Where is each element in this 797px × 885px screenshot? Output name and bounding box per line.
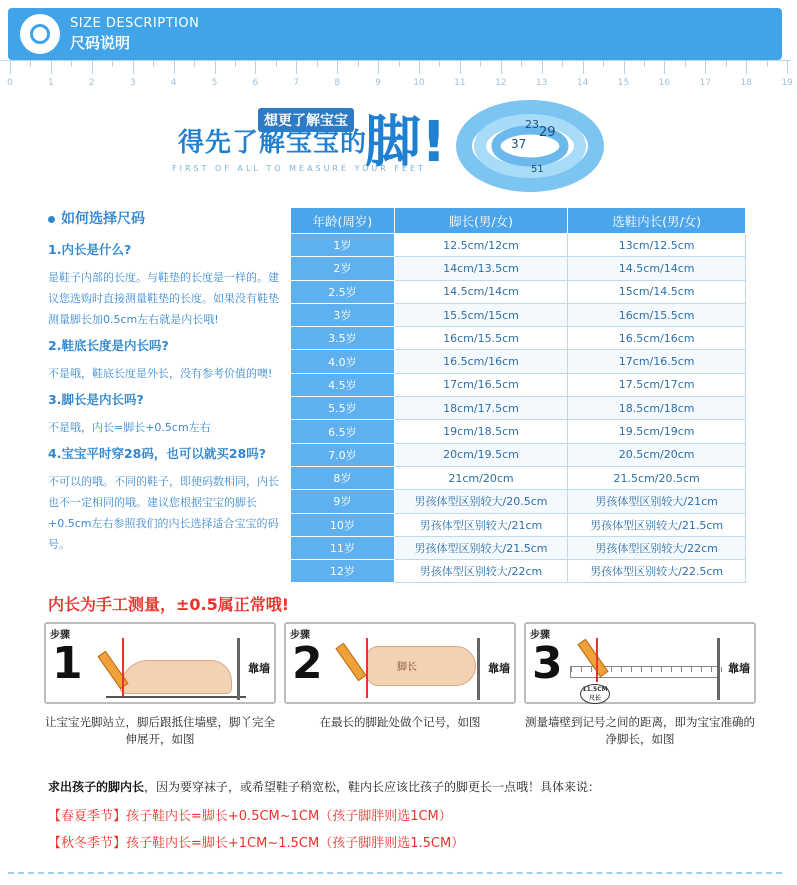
ruler-tick — [721, 667, 722, 672]
ruler-minor-tick — [521, 60, 522, 67]
inner-length-cell: 男孩体型区别较大/22cm — [568, 536, 746, 559]
age-cell: 4.0岁 — [291, 350, 395, 373]
foot-length-cell: 19cm/18.5cm — [394, 420, 568, 443]
age-cell: 6.5岁 — [291, 420, 395, 443]
mark-line — [366, 638, 368, 698]
step-label: 步骤 — [290, 630, 310, 641]
ruler-tick — [631, 667, 632, 672]
inner-length-cell: 16cm/15.5cm — [568, 303, 746, 326]
ruler-tick — [296, 60, 297, 74]
faq-answer: 不是哦，内长=脚长+0.5cm左右 — [48, 421, 211, 434]
ruler-tick-label: 12 — [495, 78, 507, 88]
faq-question: 2.鞋底长度是内长吗? — [48, 338, 169, 353]
banner-foot-char: 脚! — [365, 110, 447, 175]
ruler-minor-tick — [685, 60, 686, 67]
ruler-tick-label: 3 — [129, 78, 136, 88]
ruler-tick-label: 8 — [334, 78, 341, 88]
age-cell: 2.5岁 — [291, 280, 395, 303]
faq-section — [48, 208, 288, 561]
ruler-tick-label: 17 — [699, 78, 712, 88]
step-caption: 在最长的脚趾处做个记号，如图 — [319, 715, 481, 729]
notes-intro-rest: ，因为要穿袜子，或希望鞋子稍宽松，鞋内长应该比孩子的脚更长一点哦！具体来说： — [144, 780, 601, 794]
age-cell: 4.5岁 — [291, 373, 395, 396]
table-row — [291, 257, 746, 280]
step-illustration — [524, 622, 756, 704]
ruler-tick-label: 0 — [7, 78, 13, 88]
inner-length-cell: 男孩体型区别较大/22.5cm — [568, 560, 746, 583]
column-header-foot-length: 脚长(男/女) — [394, 208, 568, 234]
age-cell: 10岁 — [291, 513, 395, 536]
ruler-minor-tick — [358, 60, 359, 67]
wall-line — [717, 638, 720, 700]
fit-notes — [48, 778, 768, 859]
ruler-minor-tick — [276, 60, 277, 67]
step-label: 步骤 — [50, 630, 70, 641]
ruler-decoration — [0, 60, 793, 94]
ruler-minor-tick — [399, 60, 400, 67]
table-row — [291, 536, 746, 559]
header-title-en: SIZE DESCRIPTION — [70, 16, 200, 31]
step-1 — [44, 622, 276, 752]
ruler-tick — [501, 60, 502, 74]
inner-length-cell: 16.5cm/16cm — [568, 327, 746, 350]
ruler-tick — [621, 667, 622, 672]
ruler-tick-label: 10 — [413, 78, 425, 88]
header-circle-icon — [20, 14, 60, 54]
ruler-tick-label: 13 — [535, 78, 548, 88]
foot-length-cell: 21cm/20cm — [394, 466, 568, 489]
ruler-minor-tick — [767, 60, 768, 67]
inner-length-cell: 男孩体型区别较大/21.5cm — [568, 513, 746, 536]
faq-answer: 不可以的哦。不同的鞋子，即使码数相同，内长也不一定相同的哦。建议您根据宝宝的脚长+0.5cm左右参照我们的内长选择适合宝宝的码号。 — [48, 475, 279, 551]
ruler-tick — [664, 60, 665, 74]
table-row — [291, 234, 746, 257]
foot-length-cell: 16cm/15.5cm — [394, 327, 568, 350]
step-number: 2 — [292, 638, 323, 689]
ruler-tick — [460, 60, 461, 74]
banner-headline: 得先了解宝宝的 — [178, 128, 368, 158]
ruler-tick-label: 5 — [211, 78, 218, 88]
table-row — [291, 443, 746, 466]
ruler-tick — [591, 667, 592, 672]
ruler-tick-label: 14 — [576, 78, 589, 88]
foot-length-label: 脚长 — [397, 662, 417, 673]
ruler-tick — [705, 60, 706, 74]
tape-number: 51 — [531, 164, 544, 175]
ruler-tick — [711, 667, 712, 672]
table-row — [291, 280, 746, 303]
summer-rule: 【春夏季节】孩子鞋内长=脚长+0.5CM~1CM（孩子脚胖则选1CM） — [48, 809, 452, 824]
ruler-tick — [10, 60, 11, 74]
step-illustration — [284, 622, 516, 704]
ruler-minor-tick — [726, 60, 727, 67]
pencil-icon — [335, 643, 366, 682]
winter-rule: 【秋冬季节】孩子鞋内长=脚长+1CM~1.5CM（孩子脚胖则选1.5CM） — [48, 836, 465, 851]
faq-question: 3.脚长是内长吗? — [48, 392, 144, 407]
foot-length-cell: 16.5cm/16cm — [394, 350, 568, 373]
foot-top-icon — [366, 646, 476, 686]
table-row — [291, 420, 746, 443]
ruler-tick-label: 15 — [617, 78, 630, 88]
ruler-tick-label: 1 — [48, 78, 54, 88]
ruler-minor-tick — [71, 60, 72, 67]
ruler-tick — [651, 667, 652, 672]
inner-length-cell: 20.5cm/20cm — [568, 443, 746, 466]
step-number: 3 — [532, 638, 563, 689]
notes-intro-bold: 求出孩子的脚内长 — [48, 780, 145, 794]
banner — [0, 98, 790, 193]
ruler-minor-tick — [644, 60, 645, 67]
ruler-tick-label: 6 — [252, 78, 259, 88]
table-row — [291, 397, 746, 420]
tape-number: 37 — [511, 137, 527, 151]
inner-length-cell: 15cm/14.5cm — [568, 280, 746, 303]
tape-number: 23 — [525, 118, 539, 131]
foot-length-cell: 20cm/19.5cm — [394, 443, 568, 466]
step-caption: 让宝宝光脚站立，脚后跟抵住墙壁，脚丫完全伸展开，如图 — [45, 715, 275, 746]
age-cell: 11岁 — [291, 536, 395, 559]
measurement-steps — [44, 622, 756, 752]
ruler-minor-tick — [562, 60, 563, 67]
banner-subtitle: FIRST OF ALL TO MEASURE YOUR FEET — [172, 164, 426, 173]
wall-label: 靠墙 — [248, 662, 270, 675]
ruler-tick — [681, 667, 682, 672]
ruler-tick — [691, 667, 692, 672]
faq-question: 4.宝宝平时穿28码，也可以就买28吗? — [48, 446, 266, 461]
foot-length-cell: 男孩体型区别较大/22cm — [394, 560, 568, 583]
age-cell: 7.0岁 — [291, 443, 395, 466]
faq-title: 如何选择尺码 — [48, 208, 288, 228]
inner-length-cell: 18.5cm/18cm — [568, 397, 746, 420]
inner-length-cell: 21.5cm/20.5cm — [568, 466, 746, 489]
wall-label: 靠墙 — [728, 662, 750, 675]
table-row — [291, 466, 746, 489]
ruler-tick — [419, 60, 420, 74]
inner-length-cell: 13cm/12.5cm — [568, 234, 746, 257]
age-cell: 12岁 — [291, 560, 395, 583]
ruler-tick — [255, 60, 256, 74]
ruler-minor-tick — [112, 60, 113, 67]
ruler-tick-label: 18 — [740, 78, 752, 88]
ruler-tick-label: 2 — [88, 78, 95, 88]
ruler-minor-tick — [603, 60, 604, 67]
ground-line — [106, 696, 246, 698]
table-row — [291, 303, 746, 326]
ruler-minor-tick — [153, 60, 154, 67]
header-title-cn: 尺码说明 — [70, 34, 131, 52]
foot-length-cell: 14cm/13.5cm — [394, 257, 568, 280]
ruler-tick — [581, 667, 582, 672]
column-header-inner-length: 选鞋内长(男/女) — [568, 208, 746, 234]
foot-length-cell: 男孩体型区别较大/20.5cm — [394, 490, 568, 513]
table-row — [291, 350, 746, 373]
foot-length-cell: 14.5cm/14cm — [394, 280, 568, 303]
faq-answer: 不是哦，鞋底长度是外长，没有参考价值的噢! — [48, 367, 273, 380]
size-table — [290, 207, 746, 583]
step-2 — [284, 622, 516, 752]
wall-line — [477, 638, 480, 700]
ruler-minor-tick — [317, 60, 318, 67]
step-caption: 测量墙壁到记号之间的距离，即为宝宝准确的净脚长，如图 — [525, 715, 755, 746]
foot-side-icon — [120, 660, 232, 694]
ruler-minor-tick — [235, 60, 236, 67]
inner-length-cell: 17.5cm/17cm — [568, 373, 746, 396]
foot-length-cell: 18cm/17.5cm — [394, 397, 568, 420]
age-cell: 5.5岁 — [291, 397, 395, 420]
bottom-divider — [8, 872, 782, 874]
foot-length-cell: 男孩体型区别较大/21.5cm — [394, 536, 568, 559]
ruler-tick — [671, 667, 672, 672]
ruler-tick-label: 9 — [375, 78, 381, 88]
age-cell: 1岁 — [291, 234, 395, 257]
age-cell: 3岁 — [291, 303, 395, 326]
wall-label: 靠墙 — [488, 662, 510, 675]
table-row — [291, 327, 746, 350]
ruler-tick — [215, 60, 216, 74]
ruler-tick — [701, 667, 702, 672]
age-cell: 2岁 — [291, 257, 395, 280]
age-cell: 9岁 — [291, 490, 395, 513]
step-number: 1 — [52, 638, 83, 689]
ruler-tick-label: 7 — [293, 78, 300, 88]
foot-length-cell: 15.5cm/15cm — [394, 303, 568, 326]
ruler-tick — [661, 667, 662, 672]
table-header-row — [291, 208, 746, 234]
tape-number: 29 — [539, 125, 556, 140]
age-cell: 3.5岁 — [291, 327, 395, 350]
ruler-tick — [378, 60, 379, 74]
step-illustration — [44, 622, 276, 704]
faq-question: 1.内长是什么? — [48, 242, 132, 257]
table-row — [291, 490, 746, 513]
inner-length-cell: 17cm/16.5cm — [568, 350, 746, 373]
ruler-minor-tick — [439, 60, 440, 67]
ruler-tick — [746, 60, 747, 74]
table-row — [291, 373, 746, 396]
table-row — [291, 513, 746, 536]
section-header — [8, 8, 782, 60]
ruler-baseline — [0, 60, 790, 61]
foot-length-cell: 男孩体型区别较大/21cm — [394, 513, 568, 536]
ruler-tick — [583, 60, 584, 74]
banner-tag: 想更了解宝宝 — [258, 108, 354, 132]
ruler-tick-label: 16 — [658, 78, 671, 88]
inner-length-cell: 14.5cm/14cm — [568, 257, 746, 280]
table-row — [291, 560, 746, 583]
ruler-tick — [611, 667, 612, 672]
column-header-age: 年龄(周岁) — [291, 208, 395, 234]
ruler-tick — [51, 60, 52, 74]
ruler-tick — [624, 60, 625, 74]
step-3 — [524, 622, 756, 752]
ruler-minor-tick — [30, 60, 31, 67]
wall-line — [237, 638, 240, 700]
step-label: 步骤 — [530, 630, 550, 641]
ruler-tick-label: 19 — [781, 78, 793, 88]
measurement-badge: 11.5CM 尺长 — [580, 684, 610, 704]
foot-length-cell: 17cm/16.5cm — [394, 373, 568, 396]
faq-answer: 是鞋子内部的长度。与鞋垫的长度是一样的。建议您选购时直接测量鞋垫的长度。如果没有鞋垫测量脚长加0.5cm左右就是内长哦! — [48, 271, 279, 326]
ruler-tick — [571, 667, 572, 672]
foot-length-cell: 12.5cm/12cm — [394, 234, 568, 257]
ruler-tick — [787, 60, 788, 74]
notes-intro — [48, 778, 768, 795]
measuring-ruler-icon — [570, 666, 720, 678]
bullet-icon — [48, 216, 55, 223]
ruler-tick — [133, 60, 134, 74]
measuring-tape-icon — [455, 98, 605, 193]
ruler-tick — [641, 667, 642, 672]
mark-line — [596, 638, 598, 682]
age-cell: 8岁 — [291, 466, 395, 489]
ruler-tick-label: 4 — [170, 78, 177, 88]
ruler-tick-label: 11 — [454, 78, 466, 88]
inner-length-cell: 男孩体型区别较大/21cm — [568, 490, 746, 513]
ruler-tick — [337, 60, 338, 74]
ruler-tick — [542, 60, 543, 74]
ruler-tick — [174, 60, 175, 74]
ruler-tick — [92, 60, 93, 74]
mark-line — [122, 638, 124, 698]
measurement-warning: 内长为手工测量，±0.5属正常哦! — [48, 595, 290, 614]
ruler-minor-tick — [194, 60, 195, 67]
ruler-minor-tick — [480, 60, 481, 67]
inner-length-cell: 19.5cm/19cm — [568, 420, 746, 443]
